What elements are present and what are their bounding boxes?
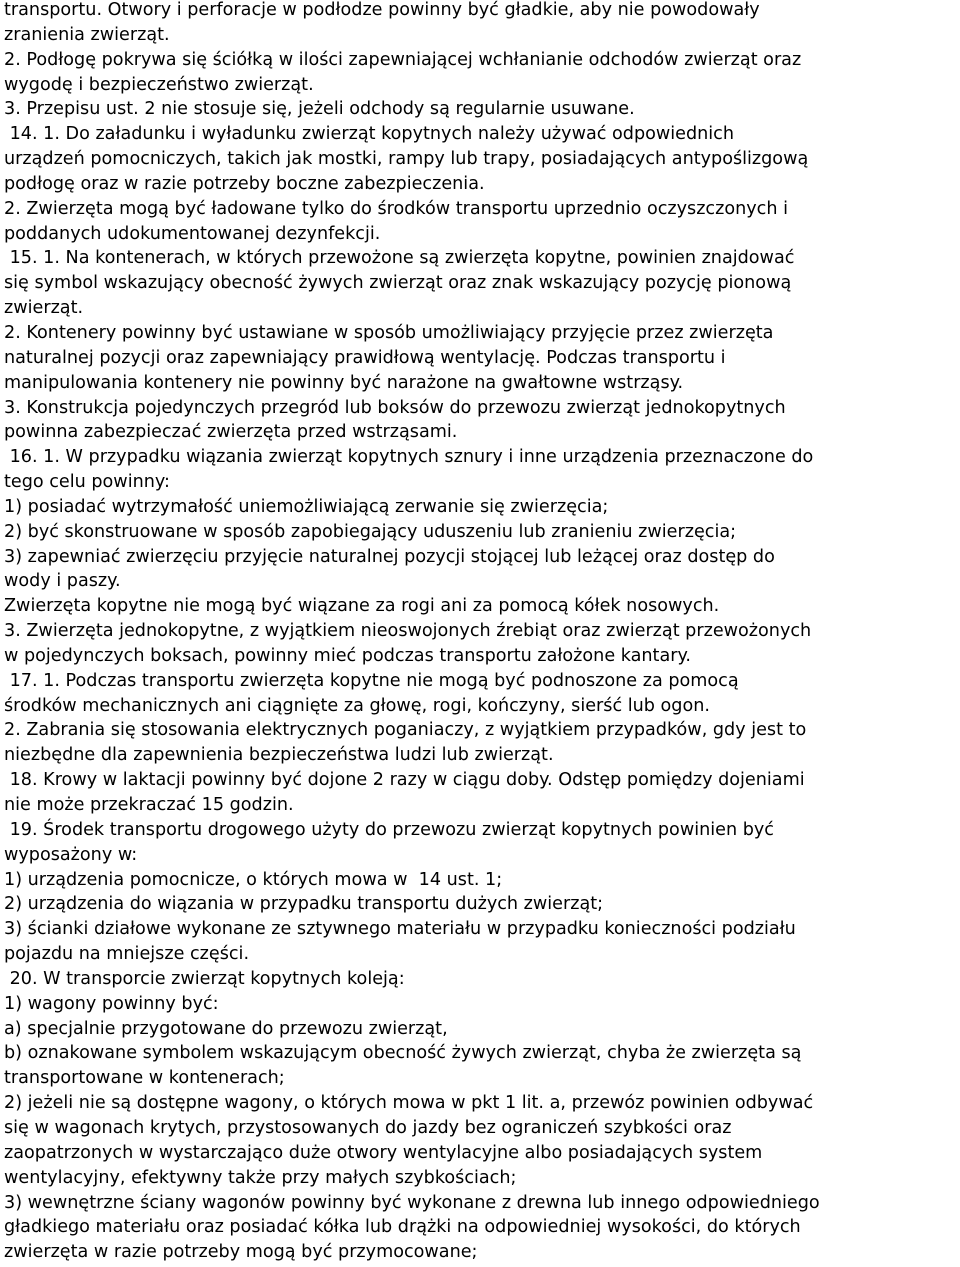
paragraph-14-heading: 14. 1. Do załadunku i wyładunku zwierząt kopytnych należy używać odpowiednich [4, 124, 735, 145]
list-item: 1) urządzenia pomocnicze, o których mowa w 14 ust. 1; [4, 869, 503, 890]
text-line: wygodę i bezpieczeństwo zwierząt. [4, 74, 314, 95]
paragraph-20-heading: 20. W transporcie zwierząt kopytnych koleją: [4, 968, 405, 989]
list-item: 3) wewnętrzne ściany wagonów powinny być wykonane z drewna lub innego odpowiedniego [4, 1192, 820, 1213]
text-line: wentylacyjny, efektywny także przy małych szybkościach; [4, 1167, 517, 1188]
text-line: wyposażony w: [4, 844, 138, 865]
text-line: 3. Zwierzęta jednokopytne, z wyjątkiem nieoswojonych źrebiąt oraz zwierząt przewożonych [4, 621, 812, 642]
paragraph-17-heading: 17. 1. Podczas transportu zwierzęta kopytne nie mogą być podnoszone za pomocą [4, 670, 739, 691]
text-line: tego celu powinny: [4, 472, 170, 493]
text-line: 3. Przepisu ust. 2 nie stosuje się, jeżeli odchody są regularnie usuwane. [4, 99, 635, 120]
text-line: manipulowania kontenery nie powinny być narażone na gwałtowne wstrząsy. [4, 372, 684, 393]
list-item: 3) zapewniać zwierzęciu przyjęcie naturalnej pozycji stojącej lub leżącej oraz dostęp do [4, 546, 775, 567]
list-item: 3) ścianki działowe wykonane ze sztywnego materiału w przypadku konieczności podziału [4, 919, 796, 940]
paragraph-15-heading: 15. 1. Na kontenerach, w których przewożone są zwierzęta kopytne, powinien znajdować [4, 248, 795, 269]
text-line: 2. Podłogę pokrywa się ściółką w ilości zapewniającej wchłanianie odchodów zwierząt oraz [4, 49, 802, 70]
text-line: się w wagonach krytych, przystosowanych do jazdy bez ograniczeń szybkości oraz [4, 1117, 732, 1138]
text-line: zwierząt. [4, 298, 84, 319]
list-item: 2) jeżeli nie są dostępne wagony, o których mowa w pkt 1 lit. a, przewóz powinien odbywać [4, 1093, 814, 1114]
text-line: wody i paszy. [4, 571, 121, 592]
paragraph-19-heading: 19. Środek transportu drogowego użyty do przewozu zwierząt kopytnych powinien być [4, 819, 774, 840]
text-line: powinna zabezpieczać zwierzęta przed wstrząsami. [4, 422, 458, 443]
list-item: 1) posiadać wytrzymałość uniemożliwiającą zerwanie się zwierzęcia; [4, 496, 609, 517]
text-line: 2. Zwierzęta mogą być ładowane tylko do środków transportu uprzednio oczyszczonych i [4, 198, 788, 219]
list-item: 1) wagony powinny być: [4, 993, 219, 1014]
list-item: 2) urządzenia do wiązania w przypadku transportu dużych zwierząt; [4, 894, 604, 915]
text-line: środków mechanicznych ani ciągnięte za głowę, rogi, kończyny, sierść lub ogon. [4, 695, 710, 716]
paragraph-18-heading: 18. Krowy w laktacji powinny być dojone 2 razy w ciągu doby. Odstęp pomiędzy dojeniami [4, 770, 805, 791]
list-item: 2) być skonstruowane w sposób zapobiegający uduszeniu lub zranieniu zwierzęcia; [4, 521, 737, 542]
text-line: gładkiego materiału oraz posiadać kółka lub drążki na odpowiedniej wysokości, do których [4, 1217, 801, 1238]
text-line: pojazdu na mniejsze części. [4, 944, 250, 965]
text-line: 2. Kontenery powinny być ustawiane w sposób umożliwiający przyjęcie przez zwierzęta [4, 322, 774, 343]
text-line: w pojedynczych boksach, powinny mieć podczas transportu założone kantary. [4, 645, 691, 666]
text-line: podłogę oraz w razie potrzeby boczne zabezpieczenia. [4, 173, 485, 194]
text-line: nie może przekraczać 15 godzin. [4, 795, 294, 815]
text-line: poddanych udokumentowanej dezynfekcji. [4, 223, 381, 244]
text-line: zaopatrzonych w wystarczająco duże otwory wentylacyjne albo posiadających system [4, 1142, 763, 1163]
text-line: zranienia zwierząt. [4, 24, 170, 45]
text-line: transportowane w kontenerach; [4, 1068, 285, 1089]
text-line: 3. Konstrukcja pojedynczych przegród lub boksów do przewozu zwierząt jednokopytnych [4, 397, 786, 418]
text-line: 2. Zabrania się stosowania elektrycznych poganiaczy, z wyjątkiem przypadków, gdy jest to [4, 720, 807, 741]
text-line: transportu. Otwory i perforacje w podłodze powinny być gładkie, aby nie powodowały [4, 0, 760, 20]
text-line: urządzeń pomocniczych, takich jak mostki, rampy lub trapy, posiadających antypoślizgową [4, 149, 809, 170]
text-line: naturalnej pozycji oraz zapewniający prawidłową wentylację. Podczas transportu i [4, 347, 726, 368]
list-item: b) oznakowane symbolem wskazującym obecność żywych zwierząt, chyba że zwierzęta są [4, 1043, 802, 1064]
text-line: Zwierzęta kopytne nie mogą być wiązane za rogi ani za pomocą kółek nosowych. [4, 596, 720, 617]
text-line: niezbędne dla zapewnienia bezpieczeństwa ludzi lub zwierząt. [4, 745, 554, 766]
text-line: zwierzęta w razie potrzeby mogą być przymocowane; [4, 1242, 478, 1263]
list-item: a) specjalnie przygotowane do przewozu zwierząt, [4, 1018, 448, 1039]
paragraph-16-heading: 16. 1. W przypadku wiązania zwierząt kopytnych sznury i inne urządzenia przeznaczone do [4, 447, 814, 468]
text-line: się symbol wskazujący obecność żywych zwierząt oraz znak wskazujący pozycję pionową [4, 273, 792, 294]
